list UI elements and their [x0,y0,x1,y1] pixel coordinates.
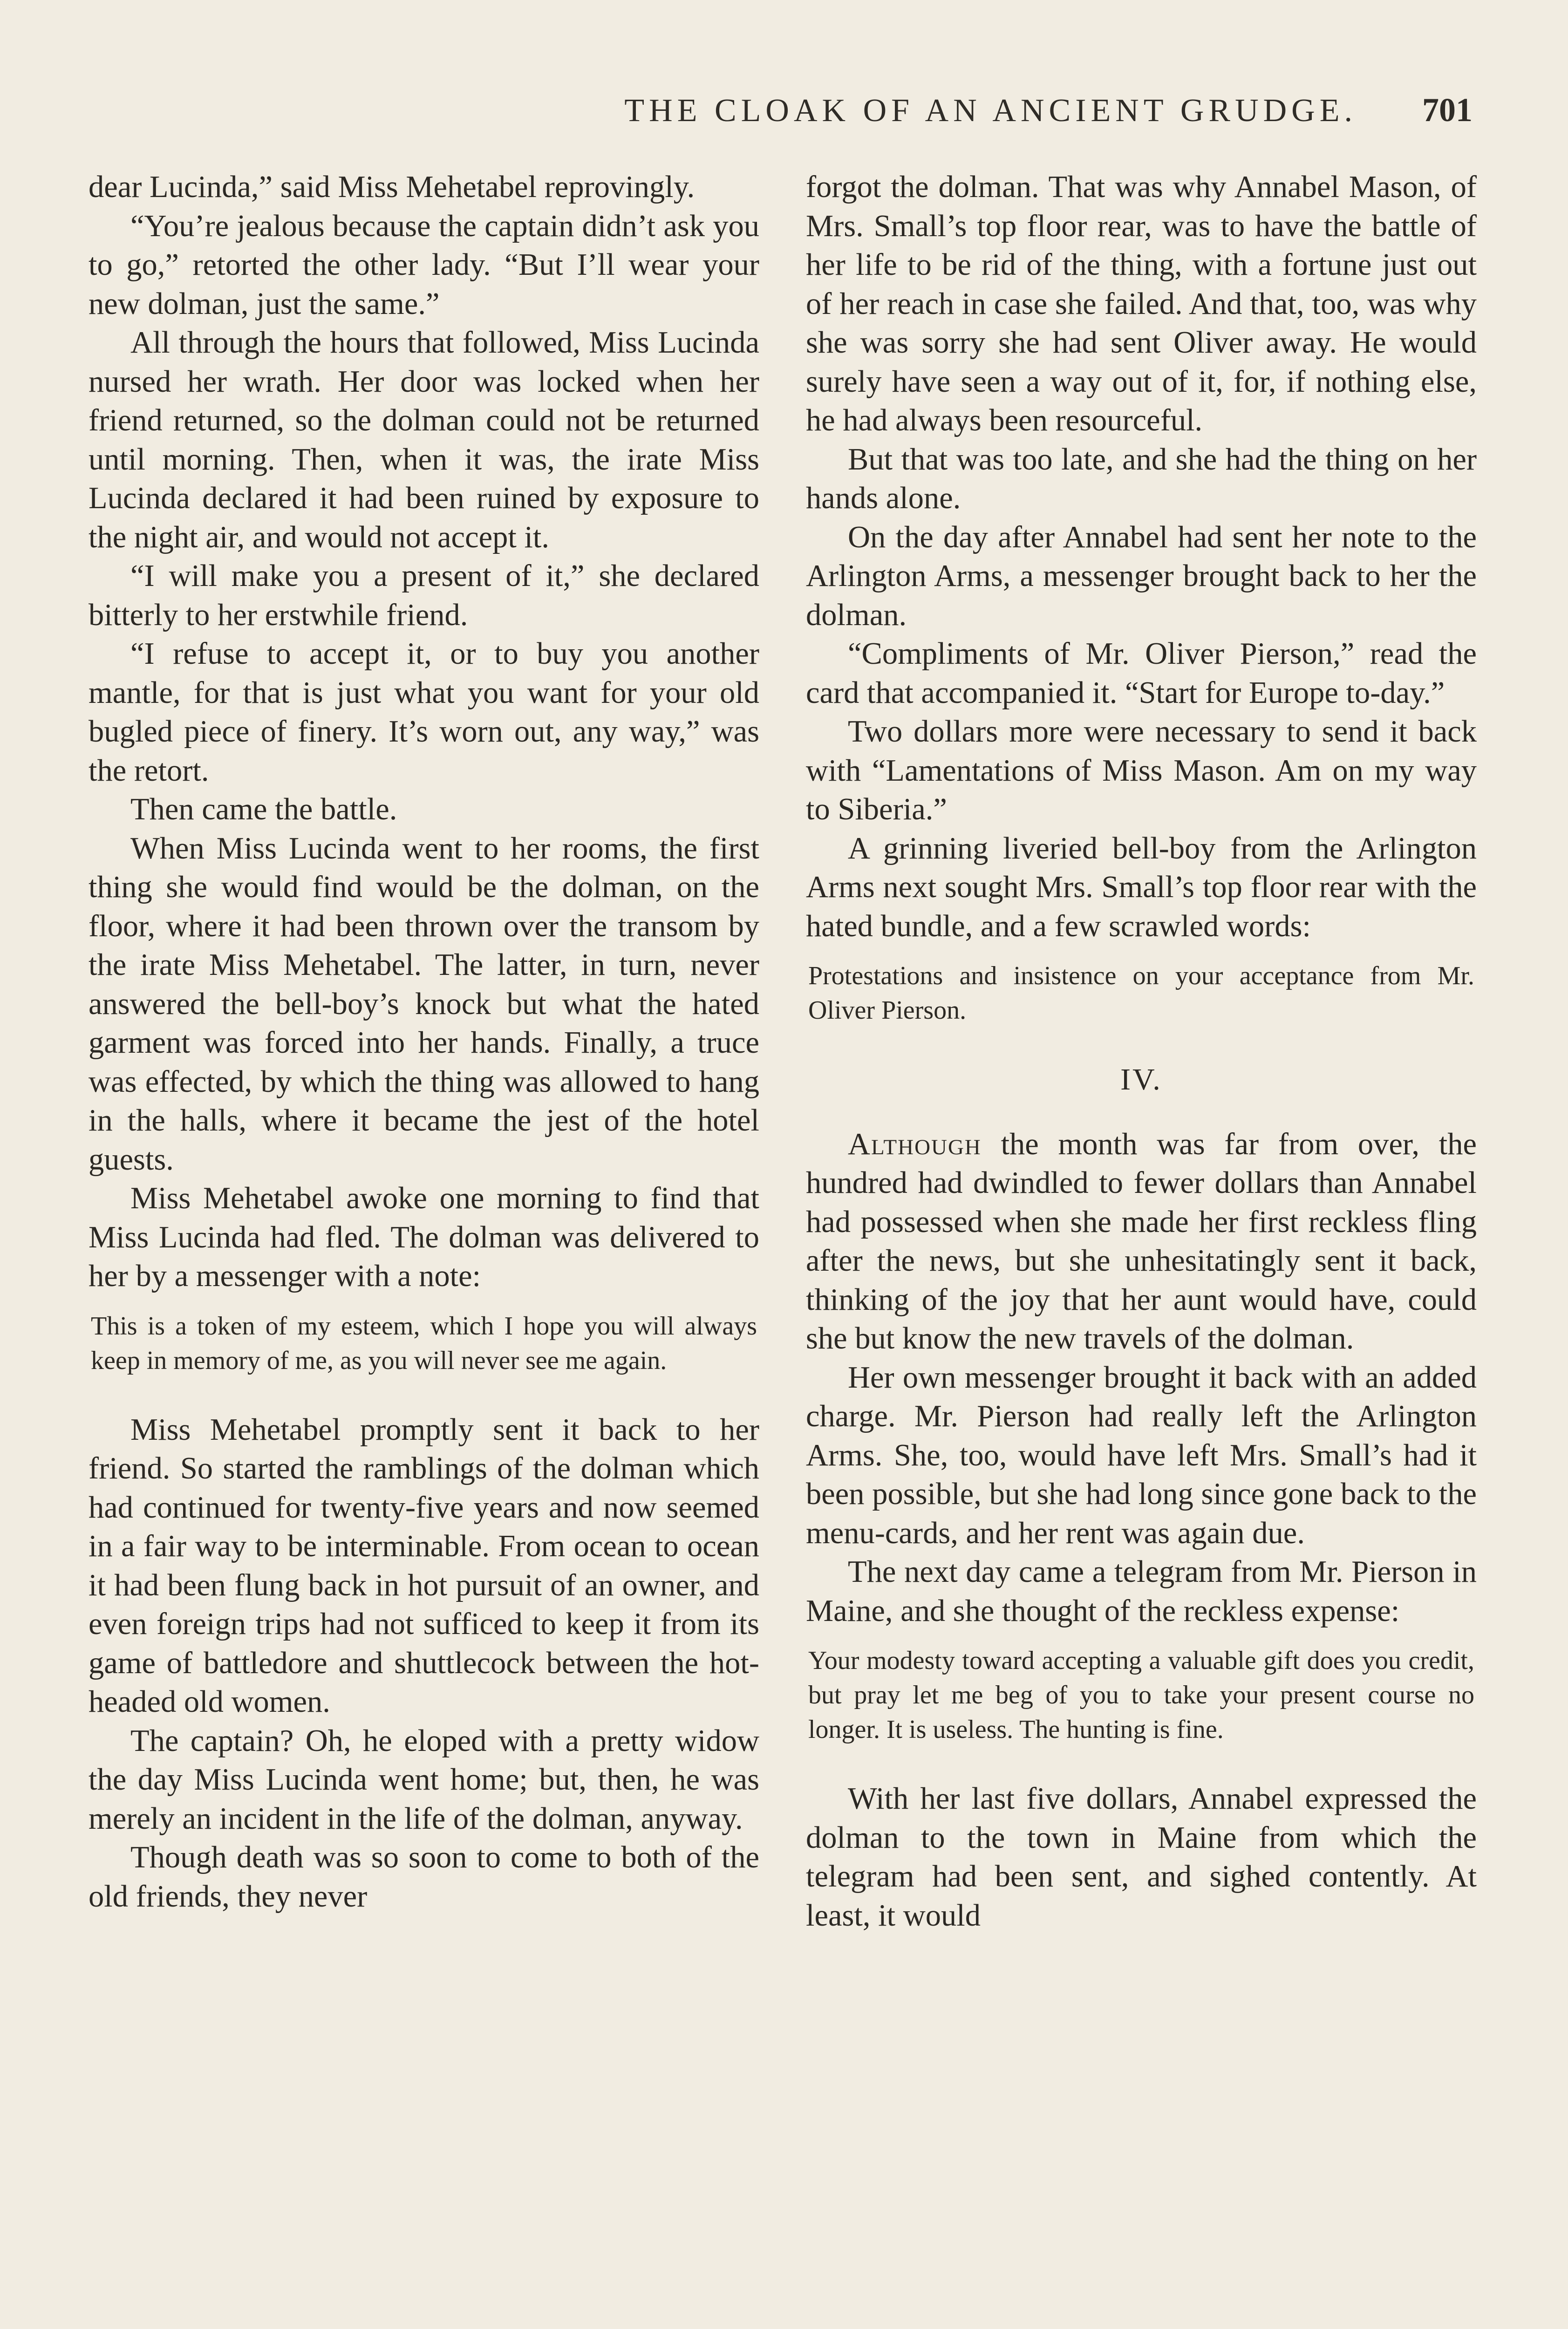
paragraph: When Miss Lucinda went to her rooms, the first thing she would find would be the dolman, on the floor, where it had been thrown over the transom by the irate Miss Mehetabel. The latter, in turn, never answered the bell-boy’s knock but what the hated garment was forced into her hands. Finally, a truce was effected, by which the thing was allowed to hang in the halls, where it became the jest of the hotel guests. [89,831,759,1177]
paragraph: “I refuse to accept it, or to buy you another mantle, for that is just what you want for your old bugled piece of finery. It’s worn out, any way,” was the retort. [89,637,759,788]
paragraph: dear Lucinda,” said Miss Mehetabel reprovingly. [89,170,695,204]
paragraph: Miss Mehetabel awoke one morning to find that Miss Lucinda had fled. The dolman was delivered to her by a messenger with a note: [89,1181,759,1293]
paragraph: “You’re jealous because the captain didn’t ask you to go,” retorted the other lady. “But I’ll wear your new dolman, just the same.” [89,209,759,321]
paragraph: forgot the dolman. That was why Annabel Mason, of Mrs. Small’s top floor rear, was to have the battle of her life to be rid of the thing, with a fortune just out of her reach in case she failed. And that, too, was why she was sorry she had sent Oliver away. He would surely have seen a way out of it, for, if nothing else, he had always been resourceful. [806,170,1477,437]
left-column [89,168,759,1916]
quoted-note: Protestations and insistence on your acceptance from Mr. Oliver Pierson. [808,961,1474,1025]
paragraph: “Compliments of Mr. Oliver Pierson,” read the card that accompanied it. “Start for Europe to-day.” [806,637,1477,710]
section-heading: IV. [1120,1062,1162,1096]
page-header [91,91,1473,137]
paragraph: On the day after Annabel had sent her note to the Arlington Arms, a messenger brought back to her the dolman. [806,520,1477,632]
quoted-note: Your modesty toward accepting a valuable gift does you credit, but pray let me beg of you to take your present course no longer. It is useless. The hunting is fine. [808,1646,1474,1744]
quoted-note: This is a token of my esteem, which I hope you will always keep in memory of me, as you will never see me again. [91,1311,757,1375]
paragraph: Then came the battle. [130,792,397,826]
paragraph: Her own messenger brought it back with an added charge. Mr. Pierson had really left the Arlington Arms. She, too, would have left Mrs. Small’s had it been possible, but she had long since gone back to the menu-cards, and her rent was again due. [806,1360,1477,1550]
paragraph: Though death was so soon to come to both of the old friends, they never [89,1840,759,1914]
paragraph: “I will make you a present of it,” she declared bitterly to her erstwhile friend. [89,559,759,632]
paragraph-text: the month was far from over, the hundred had dwindled to fewer dollars than Annabel had possessed when she made her first reckless fling after the news, but she unhesitatingly sent it back, thinking of the joy that her aunt would have, could she but know the new travels of the dolman. [806,1127,1477,1355]
page-number: 701 [1422,91,1473,129]
paragraph: The next day came a telegram from Mr. Pierson in Maine, and she thought of the reckless expense: [806,1555,1477,1628]
paragraph: But that was too late, and she had the thing on her hands alone. [806,442,1477,515]
paragraph: All through the hours that followed, Miss Lucinda nursed her wrath. Her door was locked when her friend returned, so the dolman could not be returned until morning. Then, when it was, the irate Miss Lucinda declared it had been ruined by exposure to the night air, and would not accept it. [89,326,759,554]
right-column [806,168,1477,1935]
paragraph: A grinning liveried bell-boy from the Arlington Arms next sought Mrs. Small’s top floor rear with the hated bundle, and a few scrawled words: [806,831,1477,943]
paragraph: The captain? Oh, he eloped with a pretty widow the day Miss Lucinda went home; but, then, he was merely an incident in the life of the dolman, anyway. [89,1723,759,1836]
paragraph: With her last five dollars, Annabel expressed the dolman to the town in Maine from which the telegram had been sent, and sighed contently. At least, it would [806,1782,1477,1933]
paragraph: Miss Mehetabel promptly sent it back to her friend. So started the ramblings of the dolman which had continued for twenty-five years and now seemed in a fair way to be interminable. From ocean to ocean it had been flung back in hot pursuit of an owner, and even foreign trips had not sufficed to keep it from its game of battledore and shuttlecock between the hot-headed old women. [89,1412,759,1719]
paragraph: Two dollars more were necessary to send it back with “Lamentations of Miss Mason. Am on my way to Siberia.” [806,715,1477,826]
paragraph [806,1125,1477,1358]
small-caps-lead: Although [848,1127,982,1161]
running-title: THE CLOAK OF AN ANCIENT GRUDGE. [624,93,1357,129]
